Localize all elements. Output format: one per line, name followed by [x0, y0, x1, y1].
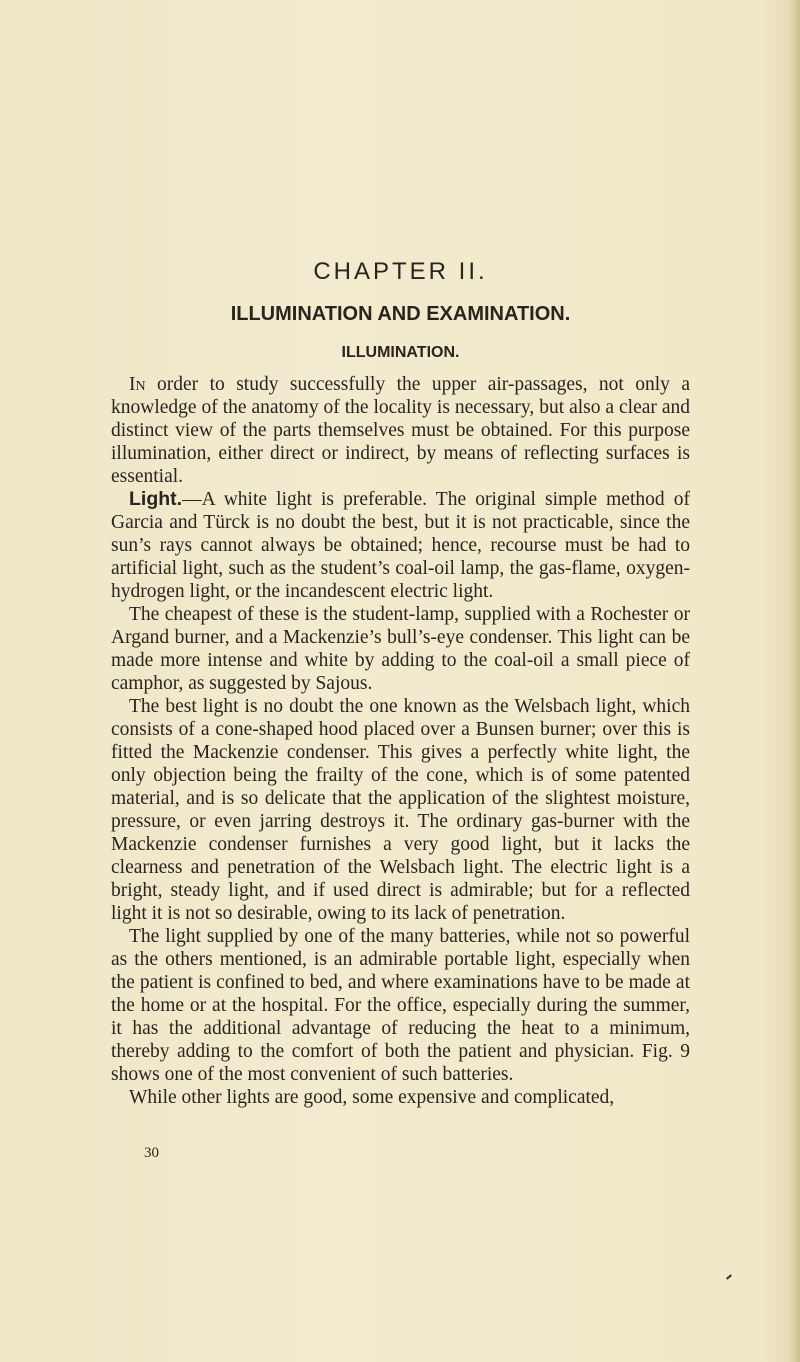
paragraph-batteries: The light supplied by one of the many batteries, while not so powerful as the others mentioned, is an admirable portable light, especially when the patient is confined to bed, and where examinations have to be made at the home or at the hospital. For the office, especially during the summer, it has the additional advantage of reducing the heat to a minimum, thereby adding to the comfort of both the patient and physician. Fig. 9 shows one of the most convenient of such batteries.	[111, 926, 690, 1085]
page-number: 30	[144, 1145, 159, 1161]
subsection-title: ILLUMINATION.	[341, 344, 460, 361]
run-in-heading-light: Light.	[129, 488, 183, 510]
page-body	[111, 258, 690, 1109]
stray-ink-mark	[726, 1274, 732, 1279]
paragraph-intro-text: order to study successfully the upper air-passages, not only a knowledge of the anatomy of the locality is necessary, but also a clear and distinct view of the parts themselves must be obtained. For this purpose illumination, either direct or indirect, by means of reflecting surfaces is essential.	[111, 374, 690, 487]
paragraph-welsbach: The best light is no doubt the one known as the Welsbach light, which consists of a cone-shaped hood placed over a Bunsen burner; over this is fitted the Mackenzie condenser. This gives a perfectly white light, the only objection being the frailty of the cone, which is of some patented material, and is so delicate that the application of the slightest moisture, pressure, or even jarring destroys it. The ordinary gas-burner with the Mackenzie condenser furnishes a very good light, but it lacks the clearness and penetration of the Welsbach light. The electric light is a bright, steady light, and if used direct is admirable; but for a reflected light it is not so desirable, owing to its lack of penetration.	[111, 696, 690, 924]
paragraph-intro	[111, 373, 690, 488]
chapter-title: CHAPTER II.	[313, 258, 488, 285]
paragraph-other-lights: While other lights are good, some expensive and complicated,	[129, 1087, 615, 1108]
page-edge-shadow	[788, 0, 800, 1362]
paragraph-intro-first-word: In	[129, 374, 146, 395]
paragraph-student-lamp: The cheapest of these is the student-lamp, supplied with a Rochester or Argand burner, and a Mackenzie’s bull’s-eye condenser. This light can be made more intense and white by adding to the coal-oil a small piece of camphor, as suggested by Sajous.	[111, 604, 690, 694]
paragraph-light-text: —A white light is preferable. The original simple method of Garcia and Türck is no doubt the best, but it is not practicable, since the sun’s rays cannot always be obtained; hence, recourse must be had to artificial light, such as the student’s coal-oil lamp, the gas-flame, oxygen-hydrogen light, or the incandescent electric light.	[111, 489, 690, 602]
section-title: ILLUMINATION AND EXAMINATION.	[230, 303, 571, 325]
paragraph-light	[111, 488, 690, 603]
